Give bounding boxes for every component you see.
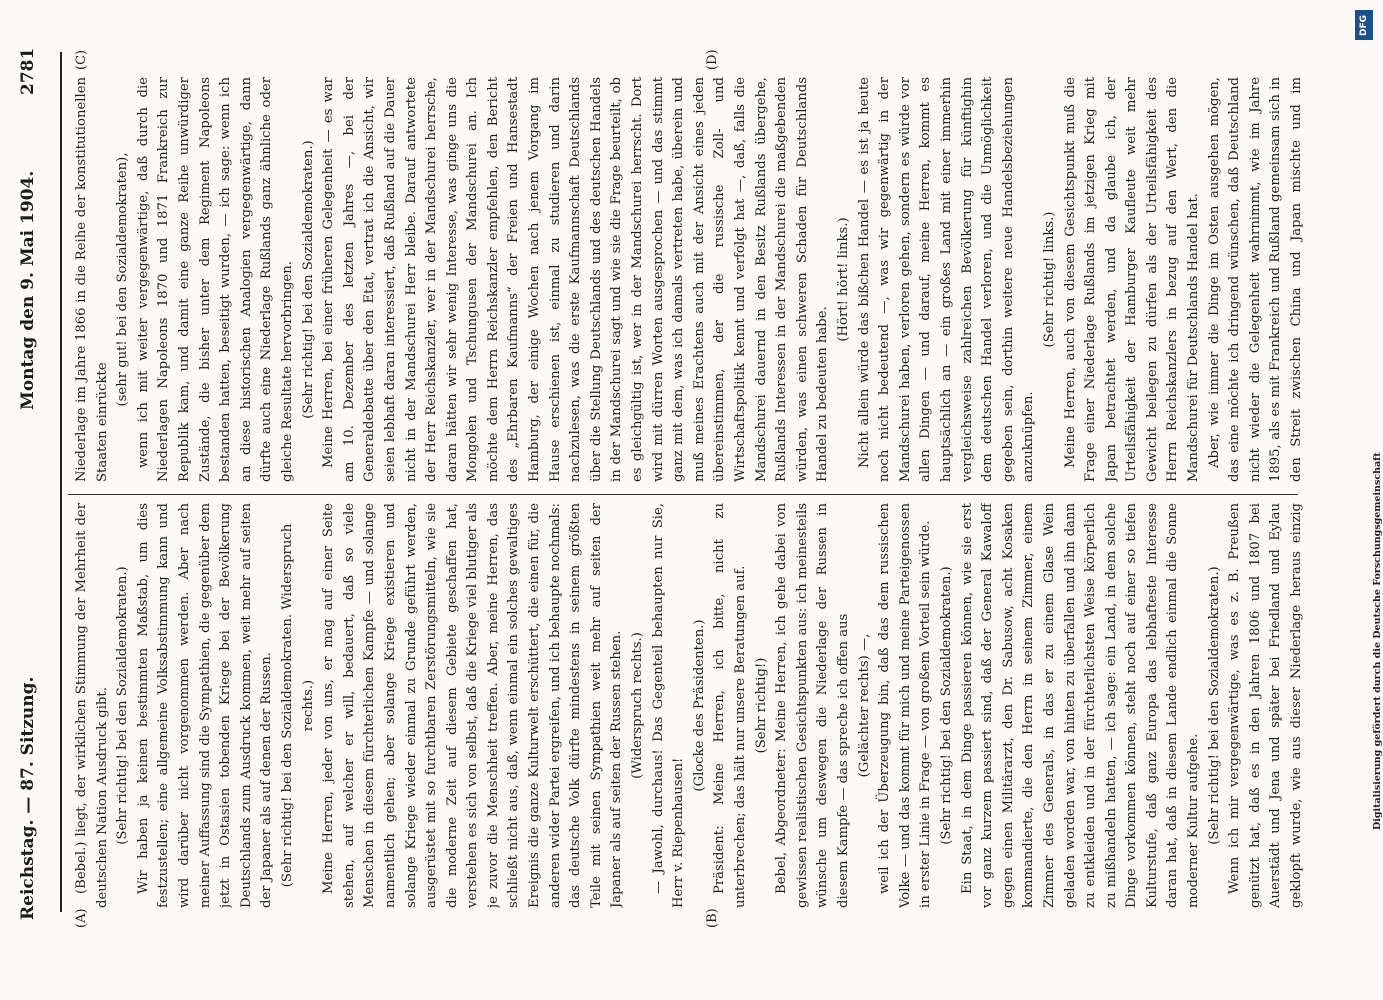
interjection: (Sehr richtig! bei den Sozialdemokraten. Widerspruch rechts.) [279, 523, 316, 888]
interjection: (Sehr richtig! bei den Sozialdemokraten.) [1206, 566, 1222, 845]
interjection: (Sehr richtig! bei den Sozialdemokraten.) [115, 566, 131, 845]
paragraph: Ein Staat, in dem Dinge passieren können, wie sie erst vor ganz kurzem passiert sind, daß der General Kawaloff gegen einen Militärarzt, den Dr. Sabusow, acht Kosaken kommandierte, die den Herrn in seinem Zimmer, einem Zimmer des Generals, in das er zu einem Glase Wein geladen worden war, von hinten zu überfallen und ihn dann zu entkleiden und in der fürchterlichsten Weise körperlich zu mißhandeln hatten, — ich sage: ein Land, in dem solche Dinge vorkommen können, steht noch auf einer so tiefen Kulturstufe, daß ganz Europa das lebhafteste Interesse daran hat, daß in diesem Lande endlich einmal die Sonne moderner Kultur aufgehe. [959, 503, 1202, 908]
left-text-column [72, 503, 1307, 908]
interjection: (Sehr richtig! bei den Sozialdemokraten.) [300, 140, 316, 419]
paragraph: Niederlage im Jahre 1866 in die Reihe der konstitutionellen Staaten einrückte [74, 77, 110, 482]
interjection: (sehr gut! bei den Sozialdemokraten), [115, 152, 131, 407]
running-header-left: Reichstag. — 87. Sitzung. [18, 676, 38, 920]
digitization-credit: Digitalisierung gefördert durch die Deutsche Forschungsgemeinschaft [1372, 452, 1383, 830]
paragraph: Meine Herren, bei einer früheren Gelegenheit — es war am 10. Dezember des letzten Jahres —, bei der Generaldebatte über den Etat, vertrat ich die Ansicht, wir seien lebhaft daran interessiert, daß Rußland auf die Dauer nicht in der Mandschurei Herr bleibe. Darauf antwortete der Herr Reichskanzler, wer in der Mandschurei herrsche, daran hätten wir sehr wenig Interesse, was ginge uns die Mongolen und Tschungusen der Mandschurei an. Ich möchte dem Herrn Reichskanzler empfehlen, den Bericht des „Ehrbaren Kaufmanns“ der Freien und Hansestadt Hamburg, der einige Wochen nach jenem Vorgang im Hause erschienen ist, einmal zu studieren und darin nachzulesen, was die erste Kaufmannschaft Deutschlands über die Stellung Deutschlands und des deutschen Handels in der Mandschurei sagt und wie sie die Frage beurteilt, ob es gleichgültig ist, wer in der Mandschurei herrscht. Dort wird mit dürren Worten ausgesprochen — und das stimmt ganz mit dem, was ich damals vertreten habe, überein und muß meines Erachtens auch mit der Ansicht eines jeden übereinstimmen, der die russische Zoll- und Wirtschaftspolitik kennt und verfolgt hat —, daß, falls die Mandschurei dauernd in den Besitz Rußlands übergehe, Rußlands Interessen in der Mandschurei die maßgebenden würden, was einen schweren Schaden für Deutschlands Handel zu bedeuten habe. [321, 77, 831, 482]
paragraph: weil ich der Überzeugung bin, daß das dem russischen Volke — und das kommt für mich und meine Parteigenossen in erster Linie in Frage — von großem Vorteil sein würde. [877, 503, 934, 908]
interjection: (Sehr richtig!) [753, 657, 769, 754]
column-divider [68, 494, 1298, 495]
interjection: (Sehr richtig! bei den Sozialdemokraten.) [938, 566, 954, 845]
paragraph: Wir haben ja keinen bestimmten Maßstab, um dies festzustellen; eine allgemeine Volksabstimmung kann und wird darüber nicht vorgenommen werden. Aber nach meiner Auffassung sind die Sympathien, die gegenüber dem jetzt in Ostasien tobenden Kriege bei der Bevölkerung Deutschlands zum Ausdruck kommen, weit mehr auf seiten der Japaner als auf denen der Russen. [135, 503, 275, 908]
paragraph: wenn ich mit weiter vergegenwärtige, daß durch die Niederlagen Napoleons 1870 und 1871 Frankreich zur Republik kam, und damit eine ganze Reihe unwürdiger Zustände, die bisher unter dem Regiment Napoleons bestanden hatten, beseitigt wurden, — ich sage: wenn ich an diese historischen Analogien vergegenwärtige, dann dürfte auch eine Niederlage Rußlands ganz ähnliche oder gleiche Resultate hervorbringen. [135, 77, 295, 482]
interjection: (Sehr richtig! links.) [1041, 211, 1057, 348]
paragraph: Meine Herren, auch von diesem Gesichtspunkt muß die Frage einer Niederlage Rußlands im jetzigen Krieg mit Japan betrachtet werden, und da glaube ich, der Urteilsfähigkeit der Hamburger Kaufleute weit mehr Gewicht beilegen zu dürfen als der Urteilsfähigkeit des Herrn Reichskanzlers in bezug auf den Wert, den die Mandschurei für Deutschlands Handel hat. [1062, 77, 1202, 482]
margin-mark-c: (C) [74, 49, 89, 70]
running-header-date: Montag den 9. Mai 1904. [18, 170, 38, 410]
interjection: (Hört! hört! links.) [835, 217, 851, 342]
interjection: (Widerspruch rechts.) [630, 632, 646, 779]
paragraph: Meine Herren, jeder von uns, er mag auf einer Seite stehen, auf welcher er will, bedauert, daß so viele Menschen in diesem fürchterlichen Kampfe — und solange namentlich gehen; aber solange Kriege existieren und solange Kriege wieder einmal zu Grunde geführt werden, ausgerüstet mit so furchtbaren Zerstörungsmitteln, wie sie die moderne Zeit auf diesem Gebiete geschaffen hat, verstehen es sich von selbst, daß die Kriege viel blutiger als je zuvor die Menschheit treffen. Aber, meine Herren, das schließt nicht aus, daß, wenn einmal ein solches gewaltiges Ereignis die ganze Kulturwelt erschüttert, die einen für, die anderen wider Partei ergreifen, und ich behaupte nochmals: das deutsche Volk dürfte mindestens in seinem größten Teile mit seinen Sympathien weit mehr auf seiten der Japaner als auf seiten der Russen stehen. [321, 503, 625, 908]
paragraph: — Jawohl, durchaus! Das Gegenteil behaupten nur Sie, Herr v. Riepenhausen! [650, 503, 687, 908]
paragraph: Aber, wie immer die Dinge im Osten ausgehen mögen, das eine möchte ich dringend wünschen, daß Deutschland nicht wieder die Gelegenheit wahrnimmt, wie im Jahre 1895, als es mit Frankreich und Rußland gemeinsam sich in den Streit zwischen China und Japan mischte und im [1206, 77, 1305, 482]
right-text-column [72, 77, 1307, 482]
margin-mark-b: (B) [705, 908, 720, 928]
interjection: (Glocke des Präsidenten.) [691, 619, 707, 792]
dfg-logo: DFG [1355, 10, 1373, 40]
interjection: (Gelächter rechts) —, [856, 633, 872, 778]
paragraph: (Bebel.) liegt, der wirklichen Stimmung der Mehrheit der deutschen Nation Ausdruck gibt. [74, 503, 110, 908]
header-rule [60, 52, 62, 912]
page-number: 2781 [18, 47, 38, 95]
margin-mark-a: (A) [74, 908, 89, 928]
paragraph: Wenn ich mir vergegenwärtige, was es z. B. Preußen genützt hat, daß es in den Jahren 1806 und 1807 bei Auerstädt und Jena und später bei Friedland und Eylau geklopft wurde, wie aus dieser Niederlage heraus einzig [1227, 503, 1305, 908]
paragraph: Nicht allein würde das bißchen Handel — es ist ja heute noch nicht bedeutend —, was wir gegenwärtig in der Mandschurei haben, verloren gehen, sondern es würde vor allen Dingen — und darauf, meine Herren, kommt es hauptsächlich an — ein großes Land mit einer immerhin vergleichsweise zahlreichen Bevölkerung für künftighin dem deutschen Handel verloren, und die Unmöglichkeit gegeben sein, dorthin weitere neue Handelsbeziehungen anzuknüpfen. [856, 77, 1037, 482]
margin-mark-d: (D) [705, 49, 720, 70]
paragraph: Präsident: Meine Herren, ich bitte, nicht zu unterbrechen; das hält nur unsere Beratungen auf. [712, 503, 748, 908]
paragraph: Bebel, Abgeordneter: Meine Herren, ich gehe dabei von gewissen realistischen Gesichtspunkten aus: ich meinesteils wünsche um deswegen die Niederlage der Russen in diesem Kampfe — das spreche ich offen aus [774, 503, 851, 908]
